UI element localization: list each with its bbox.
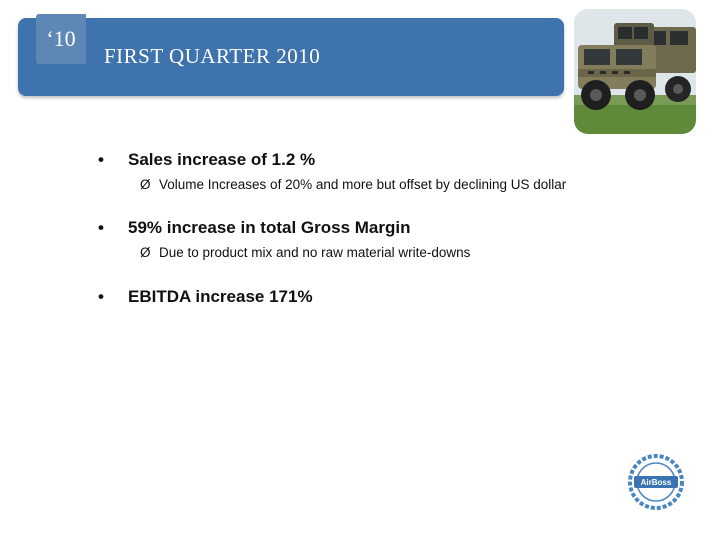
sub-bullet-symbol: Ø [140, 245, 151, 260]
sub-bullet-text: Volume Increases of 20% and more but offset by declining US dollar [159, 177, 567, 192]
bullet-symbol: • [98, 150, 104, 169]
bullet-symbol: • [98, 287, 104, 306]
bullet-text: EBITDA increase 171% [128, 287, 313, 306]
sub-bullet-text: Due to product mix and no raw material write-downs [159, 245, 471, 260]
bullet-symbol: • [98, 218, 104, 237]
slide-title: FIRST QUARTER 2010 [104, 44, 321, 68]
bullet-text: 59% increase in total Gross Margin [128, 218, 411, 237]
logo-graphic [628, 454, 684, 510]
bullet-text: Sales increase of 1.2 % [128, 150, 316, 169]
year-tab [36, 14, 86, 64]
sub-bullet-symbol: Ø [140, 177, 151, 192]
year-tab-label: ‘10 [46, 26, 76, 51]
logo-text: AirBoss [640, 478, 672, 487]
airboss-logo-icon [628, 454, 684, 510]
